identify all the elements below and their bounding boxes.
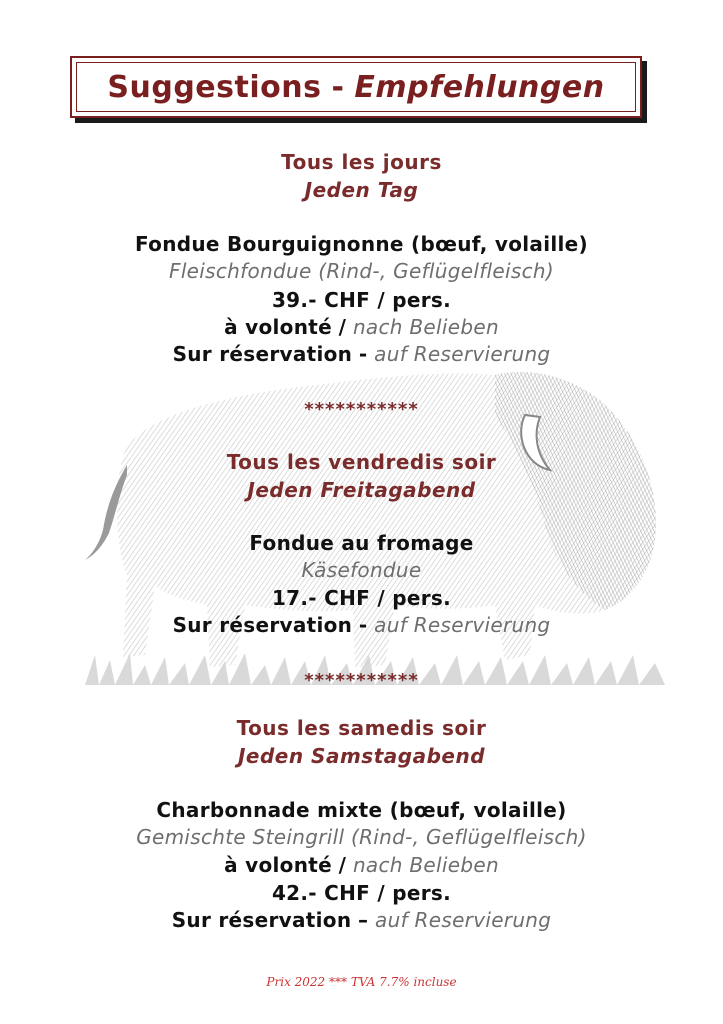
section-3-price: 42.- CHF / pers. (271, 881, 452, 905)
section-2-reservation-de: auf Reservierung (374, 613, 551, 637)
section-2-price: 17.- CHF / pers. (271, 586, 452, 610)
title-inner-frame (76, 62, 636, 112)
section-3-unlimited-fr: à volonté (224, 853, 332, 877)
section-3-dish-fr: Charbonnade mixte (bœuf, volaille) (156, 798, 567, 822)
section-1-dish-de: Fleischfondue (Rind-, Geflügelfleisch) (169, 259, 554, 283)
section-3-reservation-de: auf Reservierung (375, 908, 552, 932)
section-2-reservation (0, 615, 723, 635)
section-1-unlimited (0, 317, 723, 337)
section-2-header-fr: Tous les vendredis soir (226, 450, 497, 474)
section-1-unlimited-sep: / (338, 315, 347, 339)
price-footer: Prix 2022 *** TVA 7.7% incluse (266, 975, 457, 989)
section-3-reservation-fr: Sur réservation (171, 908, 352, 932)
section-3-unlimited (0, 855, 723, 875)
section-2-reservation-fr: Sur réservation (172, 613, 353, 637)
section-1-reservation-fr: Sur réservation (172, 342, 353, 366)
section-1-header-de: Jeden Tag (304, 178, 419, 202)
section-1-reservation (0, 344, 723, 364)
title-box (70, 56, 642, 118)
section-1-unlimited-de: nach Belieben (352, 315, 499, 339)
section-2-header-de: Jeden Freitagabend (247, 478, 476, 502)
title-separator: - (331, 69, 345, 105)
section-1-dish-fr: Fondue Bourguignonne (bœuf, volaille) (135, 232, 588, 256)
section-1-price: 39.- CHF / pers. (271, 288, 452, 312)
section-3-unlimited-sep: / (338, 853, 347, 877)
section-1-unlimited-fr: à volonté (224, 315, 332, 339)
section-3-header-de: Jeden Samstagabend (237, 744, 486, 768)
section-2-reservation-sep: - (358, 613, 368, 637)
section-3-unlimited-de: nach Belieben (352, 853, 499, 877)
title-fr: Suggestions (107, 69, 322, 105)
section-2-dish-de: Käsefondue (301, 558, 422, 582)
section-3-reservation (0, 910, 723, 930)
section-separator-2: *********** (304, 670, 419, 691)
section-separator-1: *********** (304, 399, 419, 420)
section-1-header-fr: Tous les jours (281, 150, 442, 174)
section-3-dish-de: Gemischte Steingrill (Rind-, Geflügelfleisch) (136, 825, 587, 849)
title-de: Empfehlungen (354, 69, 605, 105)
section-1-reservation-sep: - (358, 342, 368, 366)
section-3-reservation-sep: – (358, 908, 369, 932)
section-1-reservation-de: auf Reservierung (374, 342, 551, 366)
section-2-dish-fr: Fondue au fromage (249, 531, 474, 555)
page-title (107, 70, 604, 105)
section-3-header-fr: Tous les samedis soir (236, 716, 487, 740)
